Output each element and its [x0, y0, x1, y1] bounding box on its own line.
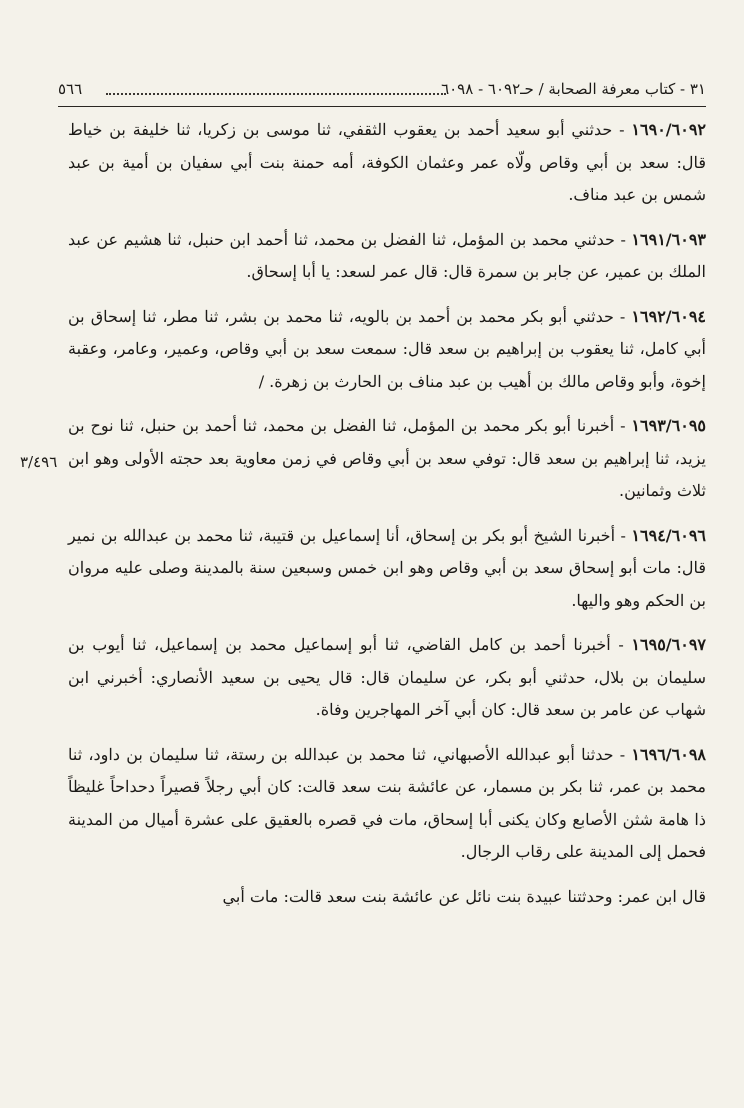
hadith-number: ١٦٩٣/٦٠٩٥: [631, 416, 706, 435]
page-number: ٥٦٦: [58, 80, 83, 98]
hadith-entry: [68, 520, 706, 618]
hadith-number: ١٦٩٠/٦٠٩٢: [631, 120, 706, 139]
paragraph-gap: [68, 727, 706, 739]
hadith-number: ١٦٩٤/٦٠٩٦: [631, 525, 707, 545]
paragraph-gap: [68, 869, 706, 881]
hadith-number: ١٦٩٦/٦٠٩٨: [631, 744, 706, 764]
hadith-number: ١٦٩٥/٦٠٩٧: [631, 635, 706, 654]
margin-reference: ٣/٤٩٦: [20, 453, 58, 471]
paragraph-gap: [68, 212, 706, 224]
hadith-text: - أخبرنا الشيخ أبو بكر بن إسحاق، أنا إسماعيل بن قتيبة، ثنا محمد بن عبدالله بن نمير قال: مات أبو إسحاق سعد بن أبي وقاص وهو ابن خمس وسبعين سنة بالمدينة وصلى عليه مروان بن الحكم وهو واليها.: [68, 525, 706, 610]
hadith-text: - حدثني أبو بكر محمد بن أحمد بن بالويه، ثنا محمد بن بشر، ثنا مطر، ثنا إسحاق بن أبي كامل، ثنا يعقوب بن إبراهيم بن سعد قال: سمعت سعد بن أبي وقاص، وعمير، وعامر، وعقبة إخوة، وأبو وقاص مالك بن أهيب بن عبد مناف بن الحارث بن زهرة. /: [68, 306, 706, 391]
hadith-entry: [68, 224, 706, 289]
hadith-text: - أخبرنا أحمد بن كامل القاضي، ثنا أبو إسماعيل محمد بن إسماعيل، ثنا أيوب بن سليمان بن بلال، حدثني أبو بكر، عن سليمان قال: قال يحيى بن سعيد الأنصاري: أخبرني ابن شهاب عن عامر بن سعد قال: كان أبي آخر المهاجرين وفاة.: [68, 635, 706, 719]
hadith-entry: [68, 114, 706, 212]
hadith-entry: [68, 301, 706, 399]
hadith-entry: [68, 410, 706, 508]
paragraph-gap: [68, 617, 706, 629]
paragraph-gap: [68, 289, 706, 301]
hadith-text: - حدثني محمد بن المؤمل، ثنا الفضل بن محمد، ثنا أحمد ابن حنبل، ثنا هشيم عن عبد الملك بن عمير، عن جابر بن سمرة قال: قال عمر لسعد: يا أبا إسحاق.: [68, 229, 706, 281]
continuation-paragraph: قال ابن عمر: وحدثتنا عبيدة بنت نائل عن عائشة بنت سعد قالت: مات أبي: [222, 886, 706, 906]
hadith-text: - أخبرنا أبو بكر محمد بن المؤمل، ثنا الفضل بن محمد، ثنا أحمد بن حنبل، ثنا نوح بن يزيد، ثنا إبراهيم بن سعد قال: توفي سعد بن أبي وقاص في زمن معاوية بعد حجته الأولى وهو ابن ثلاث وثمانين.: [68, 416, 706, 500]
hadith-number: ١٦٩١/٦٠٩٣: [631, 229, 706, 249]
hadith-text: - حدثنا أبو عبدالله الأصبهاني، ثنا محمد بن عبدالله بن رستة، ثنا سليمان بن داود، ثنا محمد بن عمر، ثنا بكر بن مسمار، عن عائشة بنت سعد قالت: كان أبي رجلاً قصيراً دحداحاً غليظاً ذا هامة شثن الأصابع وكان يكنى أبا إسحاق، مات في قصره بالعقيق على عشرة أميال من المدينة فحمل إلى المدينة على رقاب الرجال.: [68, 744, 706, 861]
page-header: [58, 80, 706, 107]
page-body: [68, 114, 706, 913]
hadith-entry: [68, 629, 706, 727]
running-title: ٣١ - كتاب معرفة الصحابة / حـ٦٠٩٢ - ٦٠٩٨: [441, 80, 706, 98]
hadith-text: - حدثني أبو سعيد أحمد بن يعقوب الثقفي، ثنا موسى بن زكريا، ثنا خليفة بن خياط قال: سعد بن أبي وقاص ولّاه عمر وعثمان الكوفة، أمه حمنة بنت أبي سفيان بن أمية بن عبد شمس بن عبد مناف.: [68, 120, 706, 204]
hadith-number: ١٦٩٢/٦٠٩٤: [631, 306, 706, 326]
dotted-leader: [106, 93, 446, 95]
hadith-entry: [68, 739, 706, 869]
paragraph-gap: [68, 508, 706, 520]
paragraph-gap: [68, 398, 706, 410]
